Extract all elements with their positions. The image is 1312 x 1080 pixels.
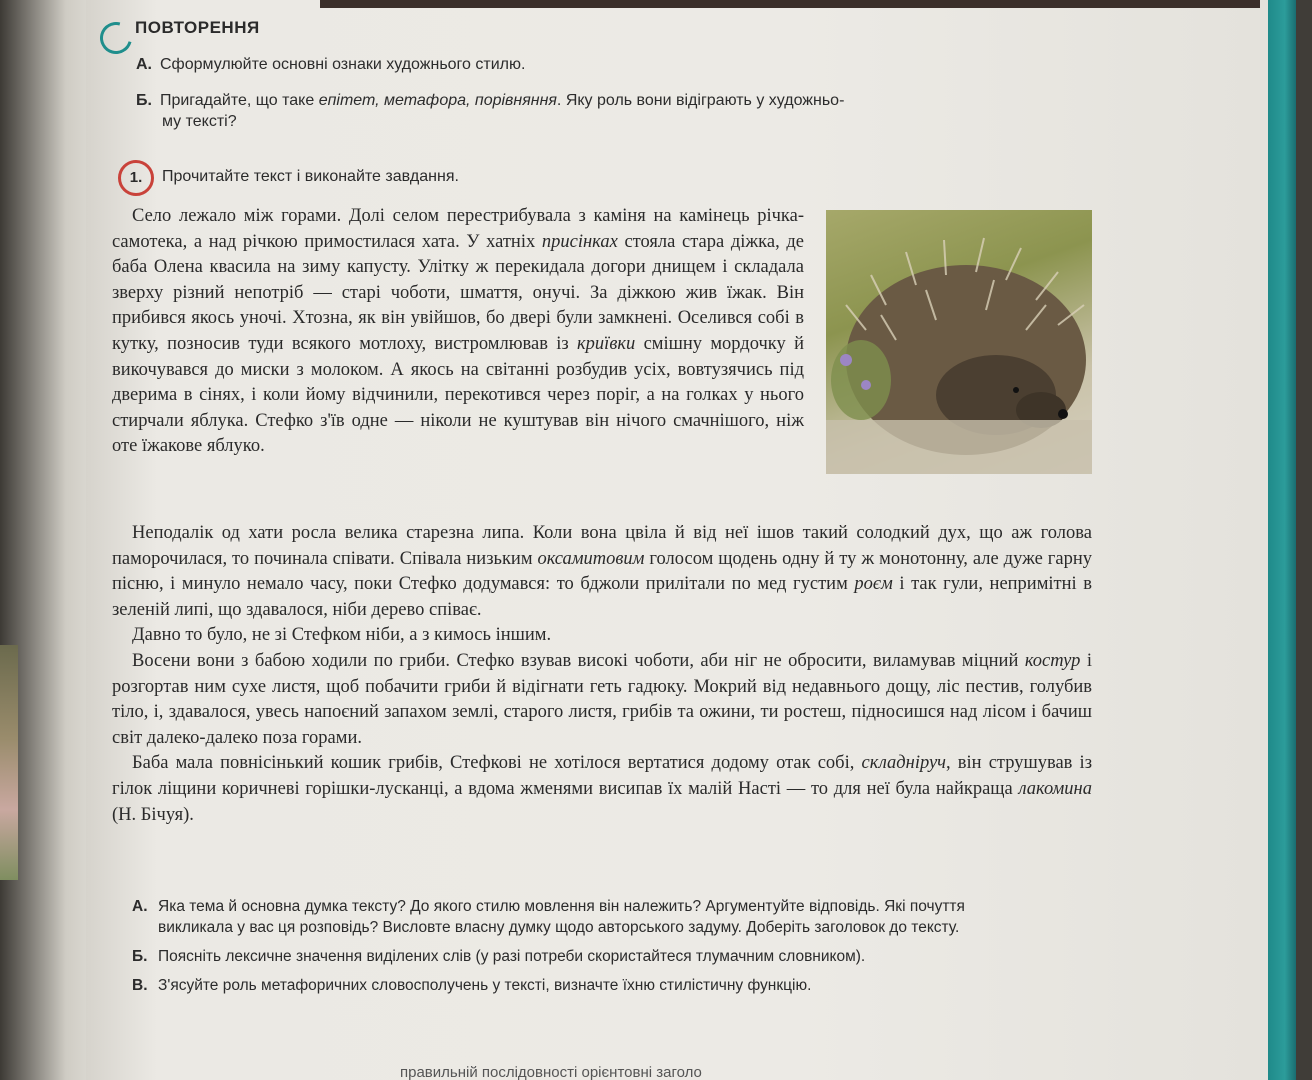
question-letter: Б.: [136, 92, 152, 109]
story-paragraph-1: [112, 204, 804, 460]
story-text-wrapped: [112, 204, 804, 460]
task-item-b: [132, 946, 1002, 967]
task-letter: В.: [132, 977, 148, 994]
text-run: і так гули, непримітні в зеленій липі, що здавалося, ніби дерево співає.: [112, 574, 1092, 620]
story-text-full: [112, 521, 1092, 828]
question-text: му тексті?: [162, 113, 237, 130]
text-run: Село лежало між горами. Долі селом перестрибувала з каміня на камінець річка-самотека, а над річкою примостилася хата. У хатніх: [112, 206, 804, 252]
exercise-instruction: Прочитайте текст і виконайте завдання.: [162, 168, 459, 185]
highlighted-word: роєм: [854, 574, 893, 595]
text-run: Баба мала повнісінький кошик грибів, Стефкові не хотілося вертатися додому отак собі,: [132, 753, 862, 774]
text-run: , він струшував із гілок ліщини коричневі горішки-лусканці, а вдома жменями висипав їх малій Насті — то для неї була найкраща: [112, 753, 1092, 799]
task-text: Яка тема й основна думка тексту? До якого стилю мовлення він належить? Аргументуйте відповідь. Які почуття викликала у вас ця розповідь? Висловте власну думку щодо авторського задуму. Доберіть заголовок до тексту.: [158, 898, 965, 936]
question-text: Сформулюйте основні ознаки художнього стилю.: [160, 56, 526, 73]
question-terms: епітет, метафора, порівняння: [318, 92, 557, 109]
task-item-c: [132, 975, 1002, 996]
exercise-number: 1.: [118, 160, 154, 196]
highlighted-word: присінках: [541, 231, 618, 252]
highlighted-word: криївки: [577, 333, 636, 354]
adjacent-page-picture-fragment: [0, 645, 18, 880]
question-letter: А.: [136, 56, 152, 73]
book-cover-edge: [320, 0, 1260, 8]
highlighted-word: лакомина: [1018, 778, 1092, 799]
highlighted-word: складніруч: [861, 753, 947, 774]
text-run: стояла стара діжка, де баба Олена квасила на зиму капусту. Улітку ж перекидала догори днищем і складала зверху різний непотріб — старі чоботи, шмаття, онучі. За діжкою жив їжак. Він прибився якось уночі. Хтозна, як він увійшов, бо двері були замкнені. Оселився собі в кутку, позносив туди всякого мотлоху, вистромлював із: [112, 231, 804, 354]
task-letter: А.: [132, 898, 148, 915]
text-run: голосом щодень одну й ту ж монотонну, але дуже гарну пісню, і минуло немало часу, поки Стефко додумався: то бджоли прилітали по мед густим: [112, 548, 1092, 595]
story-paragraph-3: Давно то було, не зі Стефком ніби, а з кимось іншим.: [132, 625, 552, 646]
text-run: Восени вони з бабою ходили по гриби. Стефко взував високі чоботи, аби ніг не обросити, виламував міцний: [132, 650, 1025, 671]
highlighted-word: оксамитовим: [537, 548, 645, 569]
hedgehog-illustration: [826, 210, 1092, 474]
story-paragraph-2: [112, 521, 1092, 623]
highlighted-word: костур: [1024, 650, 1081, 671]
task-letter: Б.: [132, 948, 148, 965]
text-run: смішну мордочку й викочувався до миски з молоком. А якось на світанні розбудив усіх, вовтузячись під дверима в сінях, і коли йому відчинили, перекотився через поріг, а на голках у нього стирчали яблука. Стефко з'їв одне — ніколи не куштував він нічого смачнішого, ніж оте їжакове яблуко.: [112, 333, 804, 457]
task-item-a: [132, 896, 1002, 938]
task-text: З'ясуйте роль метафоричних словосполучень у тексті, визначте їхню стилістичну функцію.: [158, 977, 812, 994]
task-list: [132, 896, 1002, 1004]
text-run: Неподалік од хати росла велика старезна липа. Коли вона цвіла й від неї ішов такий солодкий дух, що аж голова паморочилася, то починала співати. Співала низьким: [112, 523, 1092, 569]
question-text: Пригадайте, що таке: [159, 92, 319, 109]
text-run: і розгортав ним сухе листя, щоб побачити гриби й відігнати геть гадюку. Мокрий від недавнього дощу, ліс пестив, голубив тіло, і, здавалося, увесь напоєний запахом землі, старого листя, грибів та ожини, ти ростеш, підносишся над лісом і бачиш світ далеко-далеко поза горами.: [112, 650, 1092, 748]
cut-off-line: правильній послідовності орієнтовні заголо: [400, 1064, 702, 1080]
hedgehog-photo: [826, 210, 1092, 474]
story-paragraph-5: [112, 751, 1092, 828]
repeat-question-a: [136, 54, 525, 75]
section-title: ПОВТОРЕННЯ: [135, 18, 260, 37]
question-text: . Яку роль вони відіграють у художньо-: [556, 92, 845, 109]
task-text: Поясніть лексичне значення виділених слів (у разі потреби скористайтеся тлумачним словником).: [158, 948, 866, 965]
repeat-question-b: [136, 90, 996, 132]
story-paragraph-4: [112, 649, 1092, 751]
background-edge: [1296, 0, 1312, 1080]
text-run: (Н. Бічуя).: [112, 804, 194, 825]
page-margin-strip: [1268, 0, 1296, 1080]
